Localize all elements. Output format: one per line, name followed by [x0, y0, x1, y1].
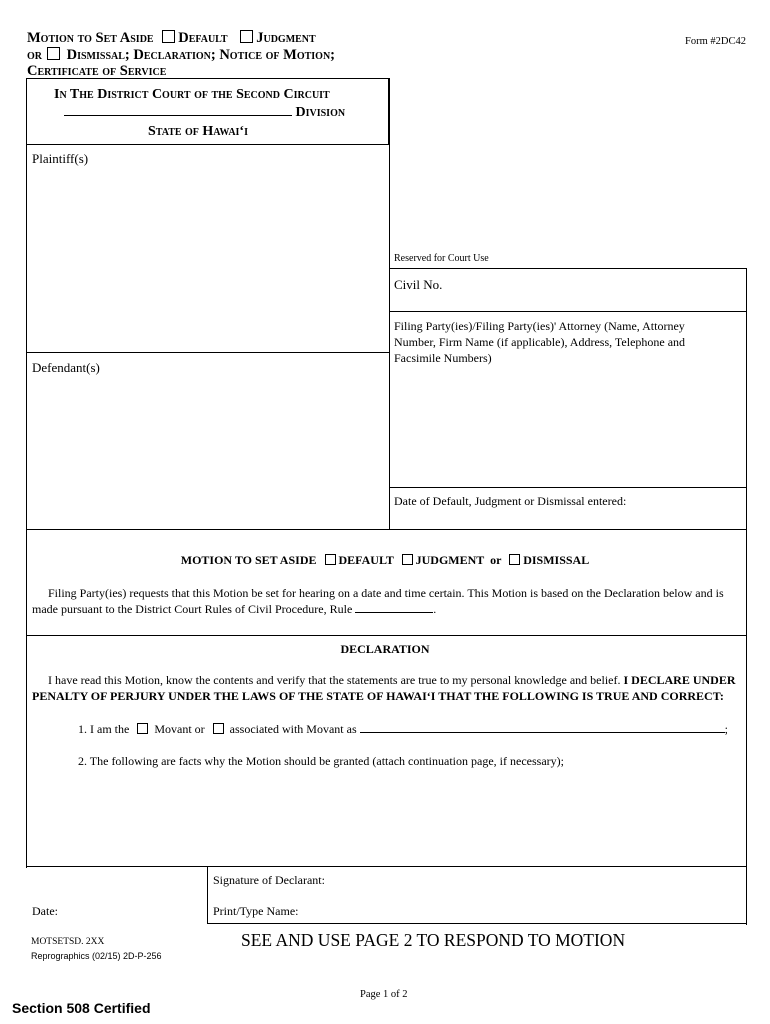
motion-judgment-checkbox[interactable]: [402, 554, 413, 565]
motion-dismissal-checkbox[interactable]: [509, 554, 520, 565]
signature-top-rule: [26, 866, 747, 867]
motion-judgment-text: JUDGMENT: [415, 553, 485, 567]
motion-top-rule: [26, 529, 747, 530]
left-border: [26, 78, 27, 868]
division-line: [64, 105, 345, 121]
court-name: In The District Court of the Second Circuit: [54, 87, 330, 102]
motion-body-text: Filing Party(ies) requests that this Motion be set for hearing on a date and time certain. This Motion is based on the Declaration below and is made pursuant to the District Court Rules of Civil Procedure, Rule: [32, 586, 724, 616]
center-divider: [389, 78, 390, 530]
court-caption-box: [26, 78, 389, 144]
default-checkbox[interactable]: [162, 30, 175, 43]
civil-no-top-rule: [389, 268, 747, 269]
declaration-heading: DECLARATION: [340, 642, 430, 656]
movant-checkbox[interactable]: [137, 723, 148, 734]
filing-party-bottom-rule: [389, 487, 747, 488]
right-border: [746, 268, 747, 925]
page-number: Page 1 of 2: [360, 989, 408, 1000]
title-dismissal-text: Dismissal; Declaration; Notice of Motion;: [66, 46, 336, 63]
item1-movant-text: Movant or: [154, 722, 205, 736]
form-code: MOTSETSD. 2XX: [31, 937, 105, 947]
item1-end: ;: [724, 722, 728, 736]
declaration-item-1: [78, 722, 743, 737]
dismissal-checkbox[interactable]: [47, 47, 60, 60]
rule-blank[interactable]: [355, 612, 433, 613]
declaration-intro: [32, 672, 746, 704]
motion-default-checkbox[interactable]: [325, 554, 336, 565]
caption-bottom-rule: [26, 144, 389, 145]
motion-dismissal-text: DISMISSAL: [523, 553, 590, 567]
motion-body: [32, 585, 746, 617]
signature-label: Signature of Declarant:: [213, 873, 325, 887]
section-508-label: Section 508 Certified: [12, 1000, 151, 1016]
form-title: [27, 30, 335, 80]
civil-no-bottom-rule: [389, 311, 747, 312]
associated-as-blank[interactable]: [360, 732, 725, 733]
declaration-item-2: 2. The following are facts why the Motion should be granted (attach continuation page, if necessary);: [78, 754, 564, 768]
title-motion-text: Motion to Set Aside: [27, 30, 154, 46]
motion-body-end: .: [433, 602, 437, 616]
date-label: Date:: [32, 904, 58, 918]
declaration-intro-bold: I DECLARE UNDER PENALTY OF PERJURY UNDER THE LAWS OF THE STATE OF HAWAI‘I THAT THE FOLLOWING IS TRUE AND CORRECT:: [32, 673, 736, 703]
motion-heading: [0, 553, 770, 568]
title-certificate-text: Certificate of Service: [27, 63, 167, 79]
motion-default-text: DEFAULT: [338, 553, 394, 567]
motion-heading-text: MOTION TO SET ASIDE: [180, 553, 317, 567]
declaration-top-rule: [26, 635, 747, 636]
print-name-label: Print/Type Name:: [213, 904, 299, 918]
date-default-label: Date of Default, Judgment or Dismissal entered:: [394, 494, 627, 508]
motion-or-text: or: [490, 553, 502, 567]
signature-divider: [207, 866, 208, 924]
filing-party-label: Filing Party(ies)/Filing Party(ies)' Attorney (Name, Attorney Number, Firm Name (if applicable), Address, Telephone and Facsimile Numbers): [394, 319, 686, 365]
state-name: State of Hawai‘i: [148, 124, 248, 139]
title-judgment-text: Judgment: [256, 30, 316, 46]
associated-checkbox[interactable]: [213, 723, 224, 734]
defendant-label: Defendant(s): [32, 360, 100, 375]
item1-text: 1. I am the: [78, 722, 130, 736]
form-number: Form #2DC42: [685, 36, 746, 47]
reprographics-note: Reprographics (02/15) 2D-P-256: [31, 951, 162, 961]
reserved-court-use: Reserved for Court Use: [394, 253, 489, 264]
title-default-text: Default: [178, 30, 228, 46]
civil-no-label: Civil No.: [394, 277, 443, 292]
plaintiff-label: Plaintiff(s): [32, 151, 89, 166]
declaration-intro-text: I have read this Motion, know the contents and verify that the statements are true to my personal knowledge and belief.: [48, 673, 621, 687]
plaintiff-defendant-rule: [26, 352, 389, 353]
see-page-two-notice: SEE AND USE PAGE 2 TO RESPOND TO MOTION: [241, 930, 626, 950]
title-or-text: or: [27, 46, 42, 63]
item1-associated-text: associated with Movant as: [229, 722, 357, 736]
division-blank[interactable]: [64, 115, 292, 116]
signature-bottom-rule: [207, 923, 747, 924]
judgment-checkbox[interactable]: [240, 30, 253, 43]
division-label: Division: [295, 105, 346, 120]
